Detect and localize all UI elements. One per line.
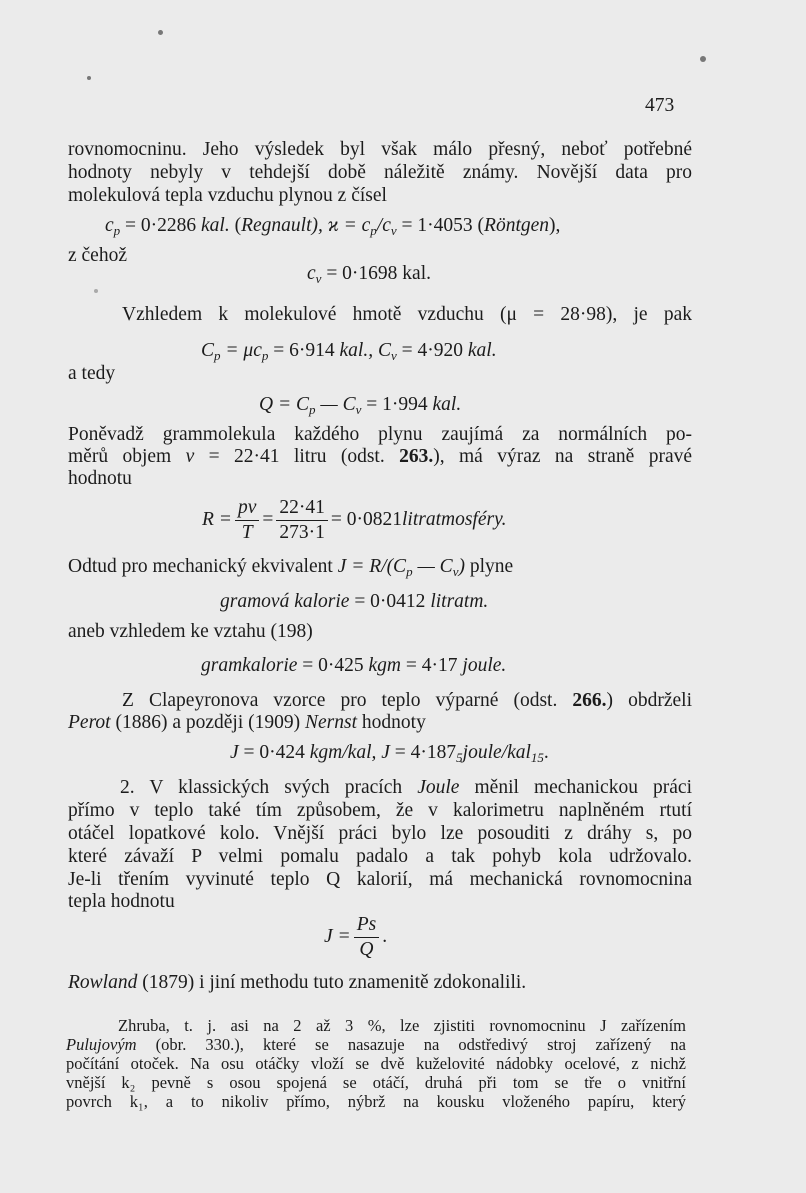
equation-joule-values: J = 0·424 kgm/kal, $J = 4\cdot 187_5joule/kal_{15}$. [230,742,549,765]
text-line: rovnomocninu. Jeho výsledek byl však málo přesný, neboť potřebné [68,139,692,160]
text-line: aneb vzhledem ke vztahu (198) [68,621,313,642]
scan-speck [158,30,163,35]
text-line: tepla hodnotu [68,891,175,912]
text-line: hodnotu [68,468,132,489]
text-line: přímo v teplo také tím způsobem, že v kalorimetru naplněném rtutí [68,800,692,821]
scan-speck [87,76,91,80]
footnote-line: Pulujovým (obr. 330.), které se nasazuje na odstředivý stroj zařízený na [66,1035,686,1054]
text-line: měrů objem v = 22·41 litru (odst. 263.), má výraz na straně pravé [68,446,692,467]
scan-speck [94,289,98,293]
text-line: Je-li třením vyvinuté teplo Q kalorií, má mechanická rovnomocnina [68,869,692,890]
scan-speck [700,56,706,62]
equation-gram-calorie: gramová kalorie = 0·0412 litratm. [220,591,489,612]
text-line: Poněvadž grammolekula každého plynu zaujímá za normálních po- [68,424,692,445]
equation-j-ps-over-q: J = $\frac{Ps}{Q}$ . [324,913,388,960]
footnote-line: vnější k₂ pevně s osou spojená se otáčí, druhá při tom se tře o vnitřní [66,1073,686,1092]
footnote-line: Zhruba, t. j. asi na 2 až 3 %, lze zjistiti rovnomocninu J zařízením [118,1016,686,1035]
text-line: a tedy [68,363,116,384]
text-line: 2. V klassických svých pracích Joule měnil mechanickou práci [120,777,692,798]
equation-gramkalorie: gramkalorie = 0·425 kgm = 4·17 joule. [201,655,507,676]
page-number: 473 [645,95,675,116]
text-line: molekulová tepla vzduchu plynou z čísel [68,185,387,206]
text-line: které závaží P velmi pomalu padalo a tak pohyb kola udržovalo. [68,846,692,867]
fraction-ps-over-q: $\frac{Ps}{Q}$ [354,913,380,962]
equation-heat-capacity: $c_p = 0\cdot 2286$ kal. (Regnault), $ϰ = c_p/c_v = 1\cdot 4053$ (Röntgen), [105,215,561,238]
text-line: hodnoty nebyly v tehdejší době náležitě známy. Novější data pro [68,162,692,183]
footnote-line: počítání otoček. Na osu otáčky vloží se dvě kuželovité nádobky ocelové, z nichž [66,1054,686,1073]
equation-molar-heat: $C_p = \mu c_p = 6\cdot 914$ kal., $C_v = 4\cdot 920$ kal. [201,340,497,363]
footnote-line: povrch k₁, a to nikoliv přímo, nýbrž na kousku vloženého papíru, který [66,1092,686,1111]
equation-q: $Q = C_p$ — $C_v = 1\cdot 994$ kal. [259,394,462,417]
text-line: z čehož [68,245,127,266]
fraction-pv-over-t: $\frac{pv}{T}$ [235,496,259,545]
equation-gas-constant: R = $\frac{pv}{T}$ = $\frac{22\cdot 41}{273\cdot 1}$ = 0·0821 litratmosféry. [202,496,507,543]
equation-cv: $c_v = 0\cdot 1698$ kal. [307,263,432,286]
text-line: Z Clapeyronova vzorce pro teplo výparné (odst. 266.) obdrželi [122,690,692,711]
text-line: otáčel lopatkové kolo. Vnější práci bylo lze posouditi z dráhy s, po [68,823,692,844]
fraction-numeric: $\frac{22\cdot 41}{273\cdot 1}$ [276,496,328,545]
text-line: Odtud pro mechanický ekvivalent $J = R/(C_p$ — $C_v$) plyne [68,556,514,579]
text-line: Rowland (1879) i jiní methodu tuto znamenitě zdokonalili. [68,972,527,993]
text-line: Vzhledem k molekulové hmotě vzduchu (μ = 28·98), je pak [122,304,692,325]
text-line: Perot (1886) a později (1909) Nernst hodnoty [68,712,426,733]
